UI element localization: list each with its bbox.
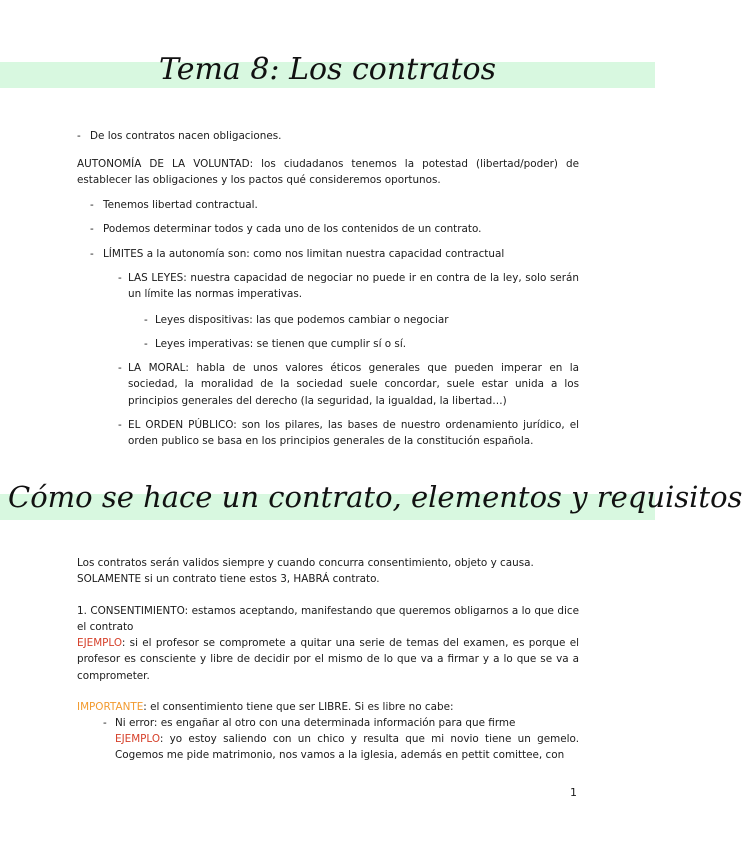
limit-moral: LA MORAL: habla de unos valores éticos generales que pueden imperar en la sociedad, la moralidad de la sociedad suele concordar, suele estar unida a los principios generales del derecho (la seguridad, la igualdad, la libertad…) <box>128 362 579 407</box>
bullet-dash: - <box>90 199 94 211</box>
example-text: : si el profesor se compromete a quitar una serie de temas del examen, es porque el profesor es consciente y libre de decidir por el mismo de lo que va a firmar y a lo que se va a comprometer. <box>77 637 579 682</box>
example-paragraph <box>77 635 579 684</box>
bullet-dash: - <box>118 362 122 374</box>
page-title: Tema 8: Los contratos <box>159 52 496 87</box>
example-text: : yo estoy saliendo con un chico y resulta que mi novio tiene un gemelo. Cogemos me pide matrimonio, nos vamos a la iglesia, además en pettit comittee, con <box>115 733 579 762</box>
limit-laws: LAS LEYES: nuestra capacidad de negociar no puede ir en contra de la ley, solo serán un límite las normas imperativas. <box>128 272 579 301</box>
bullet-item: Podemos determinar todos y cada uno de los contenidos de un contrato. <box>103 223 482 235</box>
page-number: 1 <box>570 786 577 799</box>
important-text: : el consentimiento tiene que ser LIBRE. Si es libre no cabe: <box>143 701 454 713</box>
contract-intro-line: SOLAMENTE si un contrato tiene estos 3, HABRÁ contrato. <box>77 573 380 585</box>
contract-intro-line: Los contratos serán validos siempre y cuando concurra consentimiento, objeto y causa. <box>77 557 534 569</box>
example-paragraph <box>115 731 579 764</box>
bullet-item: LÍMITES a la autonomía son: como nos limitan nuestra capacidad contractual <box>103 248 505 260</box>
bullet-dash: - <box>103 717 107 729</box>
bullet-dash: - <box>144 314 148 326</box>
intro-item: De los contratos nacen obligaciones. <box>90 130 282 142</box>
consent-paragraph: 1. CONSENTIMIENTO: estamos aceptando, manifestando que queremos obligarnos a lo que dice el contrato <box>77 605 579 634</box>
limit-public-order: EL ORDEN PÚBLICO: son los pilares, las bases de nuestro ordenamiento jurídico, el orden publico se basa en los principios generales de la constitución española. <box>128 419 579 448</box>
section-title: Cómo se hace un contrato, elementos y requisitos <box>8 480 742 514</box>
bullet-dash: - <box>77 130 81 142</box>
bullet-dash: - <box>118 272 122 284</box>
important-label: IMPORTANTE <box>77 701 144 713</box>
laws-sub-item: Leyes imperativas: se tienen que cumplir sí o sí. <box>155 338 407 350</box>
bullet-dash: - <box>144 338 148 350</box>
bullet-dash: - <box>118 419 122 431</box>
bullet-item: Tenemos libertad contractual. <box>103 199 258 211</box>
bullet-dash: - <box>90 248 94 260</box>
example-label: EJEMPLO <box>77 637 122 649</box>
laws-sub-item: Leyes dispositivas: las que podemos cambiar o negociar <box>155 314 449 326</box>
example-label: EJEMPLO <box>115 733 160 745</box>
error-item: Ni error: es engañar al otro con una determinada información para que firme <box>115 717 516 729</box>
important-paragraph <box>77 699 579 715</box>
bullet-dash: - <box>90 223 94 235</box>
autonomy-paragraph: AUTONOMÍA DE LA VOLUNTAD: los ciudadanos tenemos la potestad (libertad/poder) de establecer las obligaciones y los pactos qué consideremos oportunos. <box>77 158 579 187</box>
